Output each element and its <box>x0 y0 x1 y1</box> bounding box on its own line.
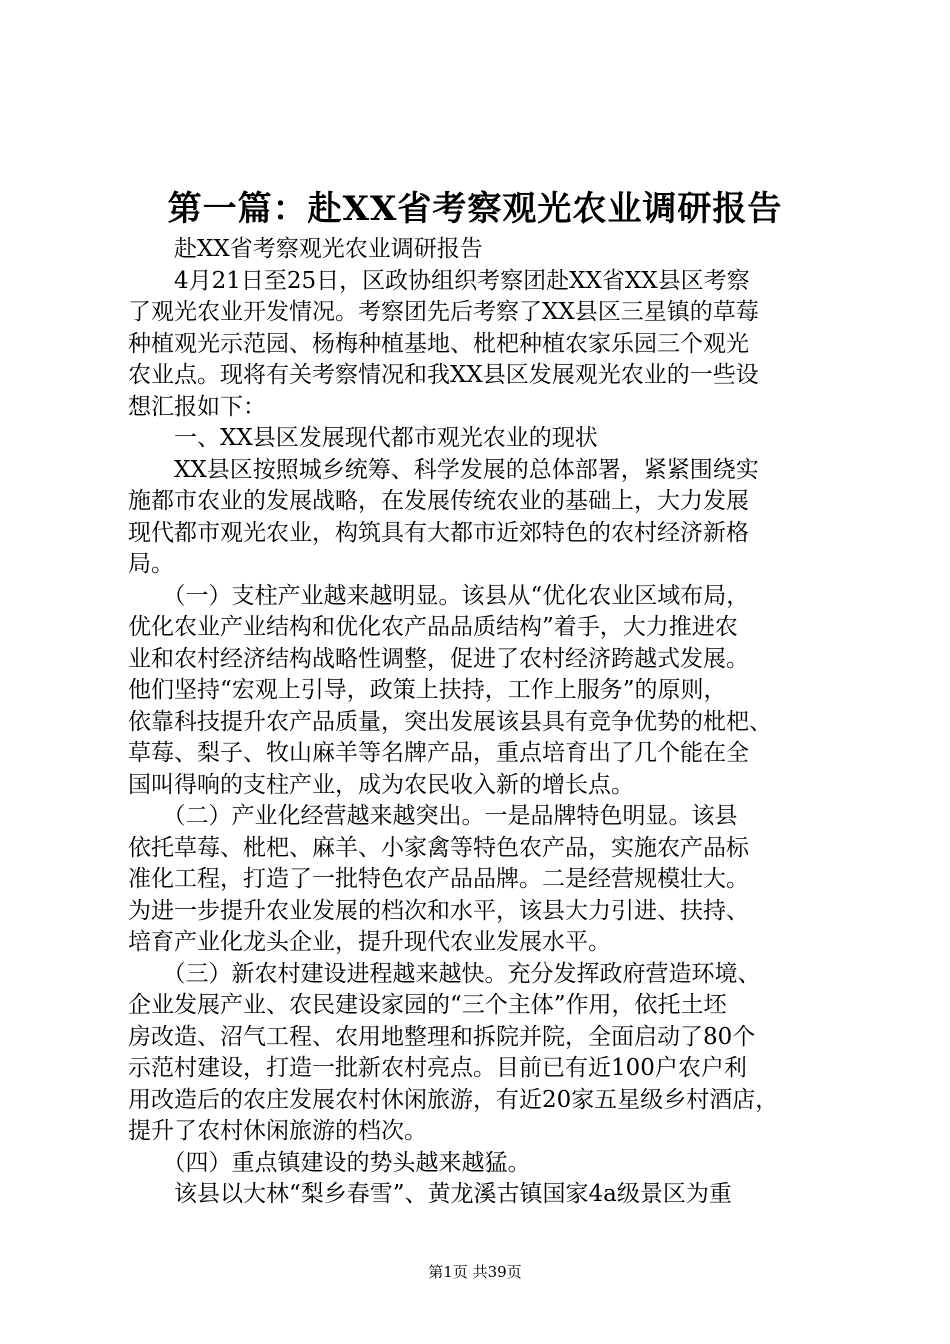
body-line: 优化农业产业结构和优化农产品品质结构”着手，大力推进农 <box>128 614 738 640</box>
body-line: 该县以大林“梨乡春雪”、黄龙溪古镇国家4a级景区为重 <box>128 1181 732 1207</box>
body-line: 依靠科技提升农产品质量，突出发展该县具有竞争优势的枇杷、 <box>128 708 772 735</box>
document-title: 第一篇：赴XX省考察观光农业调研报告 <box>167 189 783 229</box>
body-line: 局。 <box>128 551 174 577</box>
body-line: （四）重点镇建设的势头越来越猛。 <box>128 1149 531 1176</box>
body-line: 用改造后的农庄发展农村休闲旅游，有近20家五星级乡村酒店， <box>128 1086 779 1113</box>
body-line: 农业点。现将有关考察情况和我XX县区发展观光农业的一些设 <box>128 362 759 388</box>
page-footer: 第1页 共39页 <box>428 1263 522 1281</box>
body-line: 房改造、沼气工程、农用地整理和拆院并院，全面启动了80个 <box>128 1023 756 1050</box>
body-line: 培育产业化龙头企业，提升现代农业发展水平。 <box>128 929 611 955</box>
body-line: 了观光农业开发情况。考察团先后考察了XX县区三星镇的草莓 <box>128 299 759 325</box>
body-line: 施都市农业的发展战略，在发展传统农业的基础上，大力发展 <box>128 488 749 514</box>
body-line: 赴XX省考察观光农业调研报告 <box>128 236 483 262</box>
body-line: 一、XX县区发展现代都市观光农业的现状 <box>128 425 598 451</box>
body-line: 企业发展产业、农民建设家园的“三个主体”作用，依托土坯 <box>128 992 727 1018</box>
document-body <box>128 234 831 1211</box>
body-line: （三）新农村建设进程越来越快。充分发挥政府营造环境、 <box>128 960 761 987</box>
body-line: 示范村建设，打造一批新农村亮点。目前已有近100户农户利 <box>128 1055 747 1081</box>
body-line: 业和农村经济结构战略性调整，促进了农村经济跨越式发展。 <box>128 645 749 672</box>
body-line: 提升了农村休闲旅游的档次。 <box>128 1118 427 1144</box>
body-line: 为进一步提升农业发展的档次和水平，该县大力引进、扶持、 <box>128 897 749 924</box>
body-line: （二）产业化经营越来越突出。一是品牌特色明显。该县 <box>128 803 738 829</box>
body-line: 依托草莓、枇杷、麻羊、小家禽等特色农产品，实施农产品标 <box>128 834 749 861</box>
body-line: （一）支柱产业越来越明显。该县从“优化农业区域布局， <box>128 582 750 609</box>
body-line: 他们坚持“宏观上引导，政策上扶持，工作上服务”的原则， <box>128 677 727 703</box>
body-line: 国叫得响的支柱产业，成为农民收入新的增长点。 <box>128 771 634 798</box>
body-line: 想汇报如下： <box>128 393 266 420</box>
body-line: 准化工程，打造了一批特色农产品品牌。二是经营规模壮大。 <box>128 866 749 892</box>
body-line: 草莓、梨子、牧山麻羊等名牌产品，重点培育出了几个能在全 <box>128 740 749 766</box>
body-line: 种植观光示范园、杨梅种植基地、枇杷种植农家乐园三个观光 <box>128 330 749 357</box>
body-line: 现代都市观光农业，构筑具有大都市近郊特色的农村经济新格 <box>128 519 749 546</box>
body-line: 4月21日至25日，区政协组织考察团赴XX省XX县区考察 <box>128 267 750 294</box>
body-line: XX县区按照城乡统筹、科学发展的总体部署，紧紧围绕实 <box>128 456 759 483</box>
